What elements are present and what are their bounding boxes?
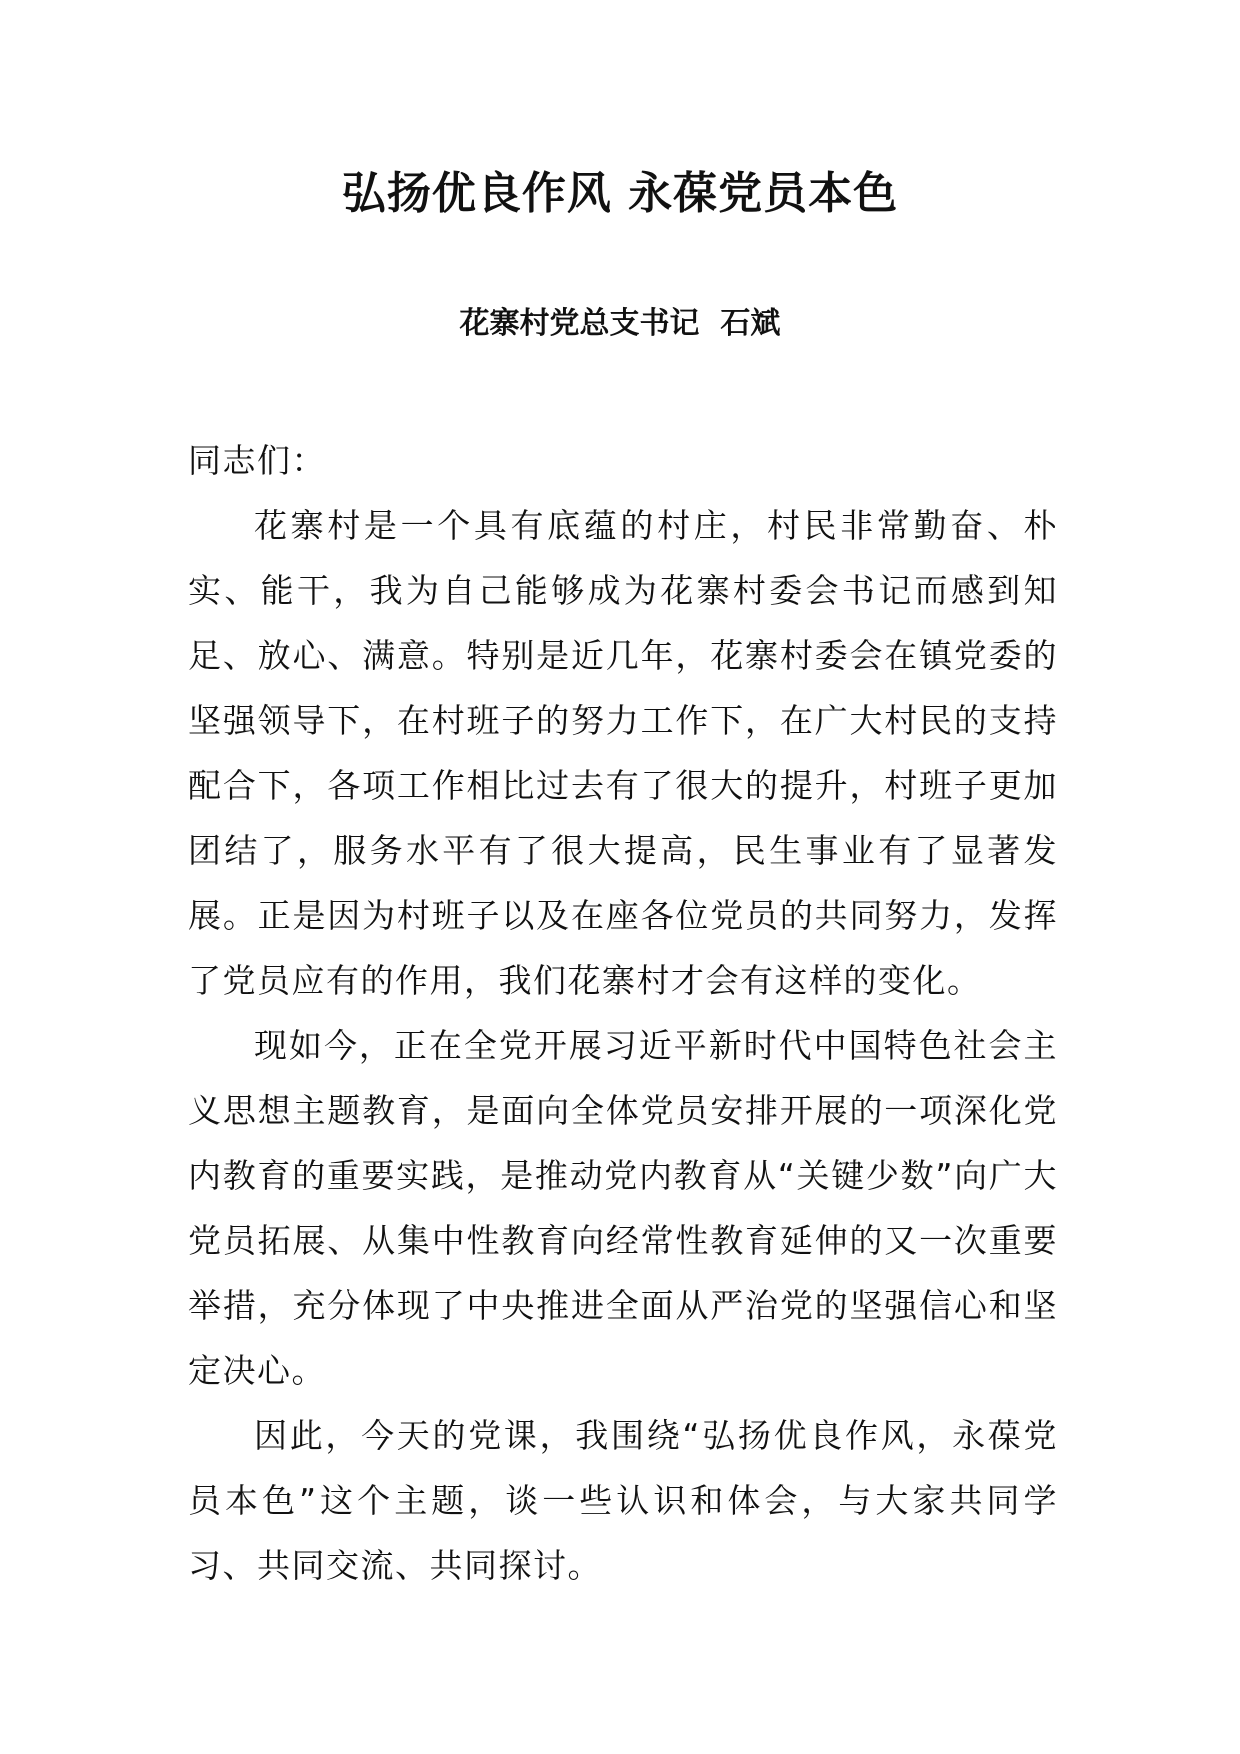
- author-line: 花寨村党总支书记 石斌: [459, 306, 781, 341]
- document-body: [188, 428, 1058, 1598]
- document-title: 弘扬优良作风 永葆党员本色: [341, 168, 899, 219]
- salutation: 同志们：: [188, 441, 326, 480]
- paragraph: 花寨村是一个具有底蕴的村庄，村民非常勤奋、朴实、能干，我为自己能够成为花寨村委会书记而感到知足、放心、满意。特别是近几年，花寨村委会在镇党委的坚强领导下，在村班子的努力工作下，在广大村民的支持配合下，各项工作相比过去有了很大的提升，村班子更加团结了，服务水平有了很大提高，民生事业有了显著发展。正是因为村班子以及在座各位党员的共同努力，发挥了党员应有的作用，我们花寨村才会有这样的变化。: [188, 506, 1058, 1000]
- paragraph: 因此，今天的党课，我围绕“弘扬优良作风，永葆党员本色”这个主题，谈一些认识和体会，与大家共同学习、共同交流、共同探讨。: [188, 1416, 1058, 1585]
- paragraph: 现如今，正在全党开展习近平新时代中国特色社会主义思想主题教育，是面向全体党员安排开展的一项深化党内教育的重要实践，是推动党内教育从“关键少数”向广大党员拓展、从集中性教育向经常性教育延伸的又一次重要举措，充分体现了中央推进全面从严治党的坚强信心和坚定决心。: [188, 1026, 1058, 1390]
